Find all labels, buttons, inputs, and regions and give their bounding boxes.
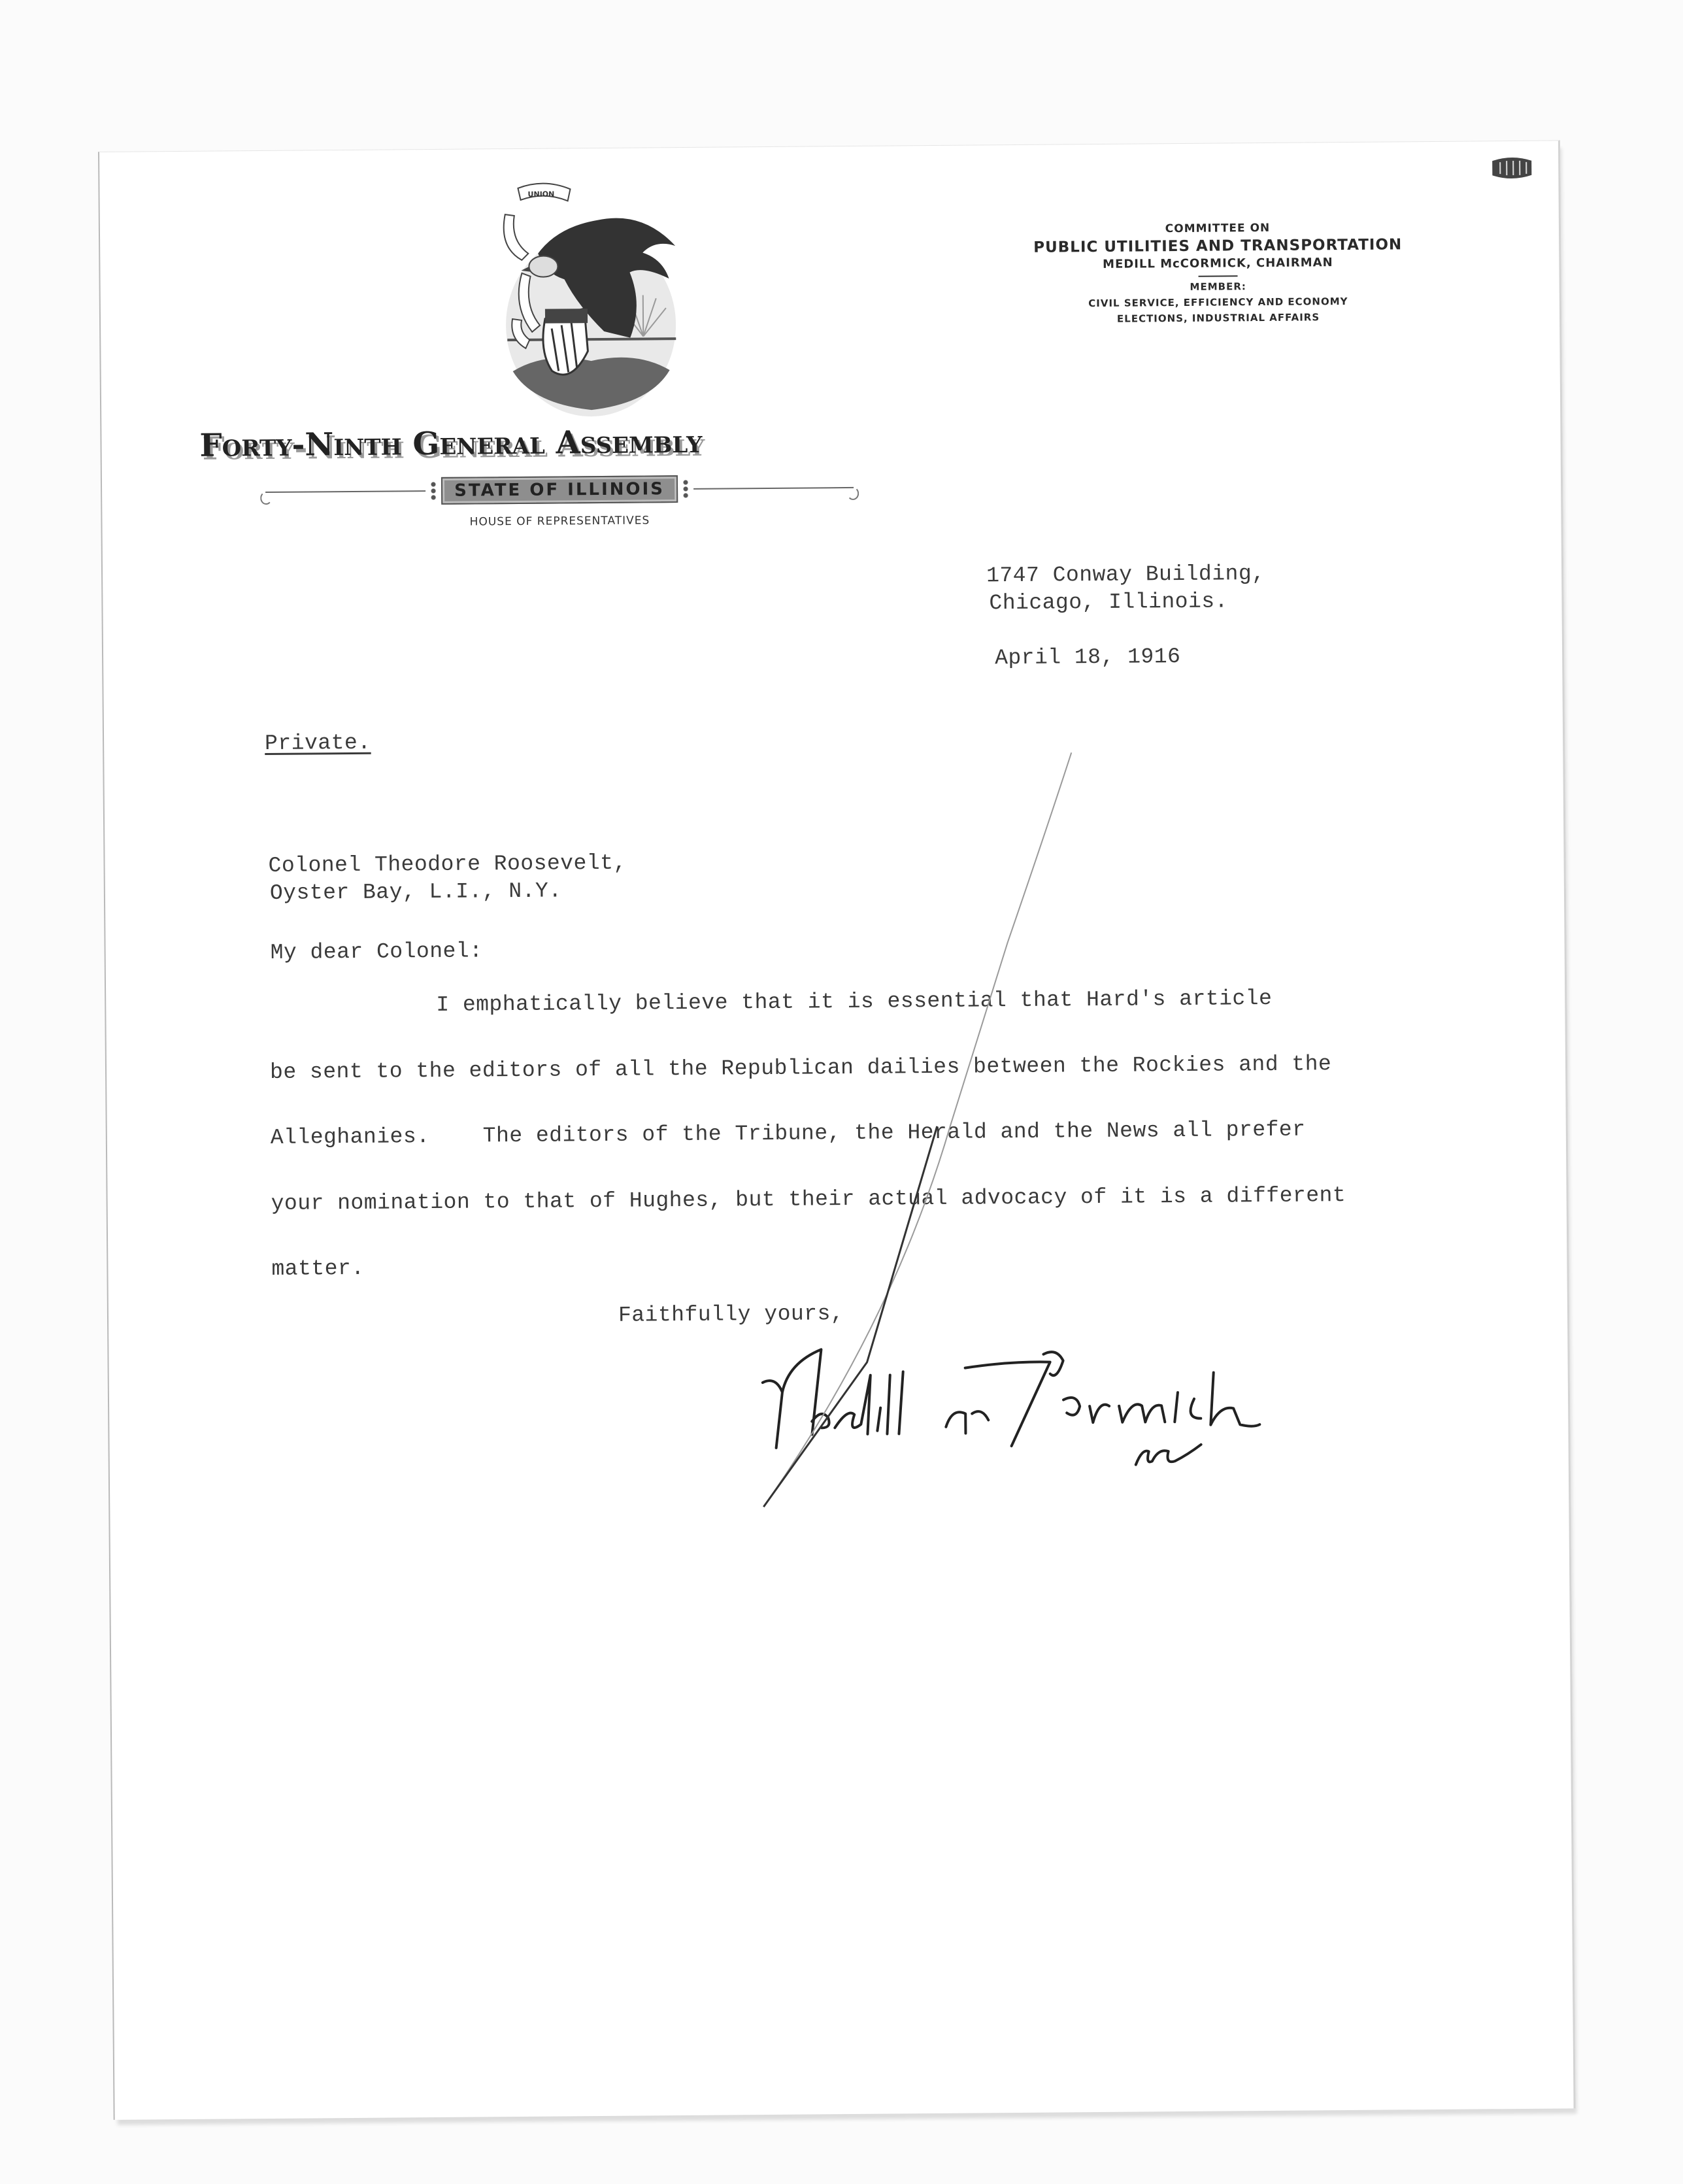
sender-address-line: 1747 Conway Building, [986, 561, 1265, 588]
closing: Faithfully yours, [618, 1302, 844, 1328]
svg-text:UNION: UNION [527, 190, 555, 199]
left-flourish-ornament [265, 490, 425, 493]
body-line: be sent to the editors of all the Republican dailies between the Rockies and the [269, 1052, 1332, 1084]
committee-name: PUBLIC UTILITIES AND TRANSPORTATION [1033, 236, 1403, 256]
body-line: Alleghanies. The editors of the Tribune, the Herald and the News all prefer [270, 1117, 1306, 1150]
house-label: HOUSE OF REPRESENTATIVES [469, 514, 650, 529]
private-marking: Private. [264, 730, 371, 756]
committee-block [995, 220, 1441, 326]
recipient-line: Oyster Bay, L.I., N.Y. [269, 879, 562, 905]
dot-ornament-right [682, 479, 690, 499]
member-line: ELECTIONS, INDUSTRIAL AFFAIRS [1116, 311, 1320, 325]
committee-chairman: MEDILL McCORMICK, CHAIRMAN [1103, 256, 1333, 271]
committee-heading: COMMITTEE ON [1165, 221, 1271, 236]
state-banner [265, 468, 854, 512]
body-line: I emphatically believe that it is essential that Hard's article [436, 986, 1273, 1017]
committee-divider [1199, 275, 1238, 277]
assembly-title: Forty-Ninth General Assembly [199, 423, 703, 464]
body-line: matter. [271, 1256, 365, 1281]
member-line: CIVIL SERVICE, EFFICIENCY AND ECONOMY [1088, 295, 1348, 310]
sender-address-line: Chicago, Illinois. [989, 589, 1229, 616]
printers-union-bug-icon [1488, 156, 1535, 181]
member-label: MEMBER: [1190, 280, 1246, 293]
illinois-state-seal-eagle-icon [465, 174, 716, 424]
recipient-line: Colonel Theodore Roosevelt, [268, 850, 627, 878]
body-line: your nomination to that of Hughes, but their actual advocacy of it is a different [271, 1183, 1346, 1216]
salutation: My dear Colonel: [270, 939, 483, 965]
right-flourish-ornament [693, 487, 854, 490]
dot-ornament-left [429, 481, 437, 501]
handwritten-signature [749, 1332, 1417, 1481]
state-label: STATE OF ILLINOIS [441, 475, 678, 505]
letter-sheet [98, 140, 1576, 2119]
letter-date: April 18, 1916 [994, 645, 1181, 671]
